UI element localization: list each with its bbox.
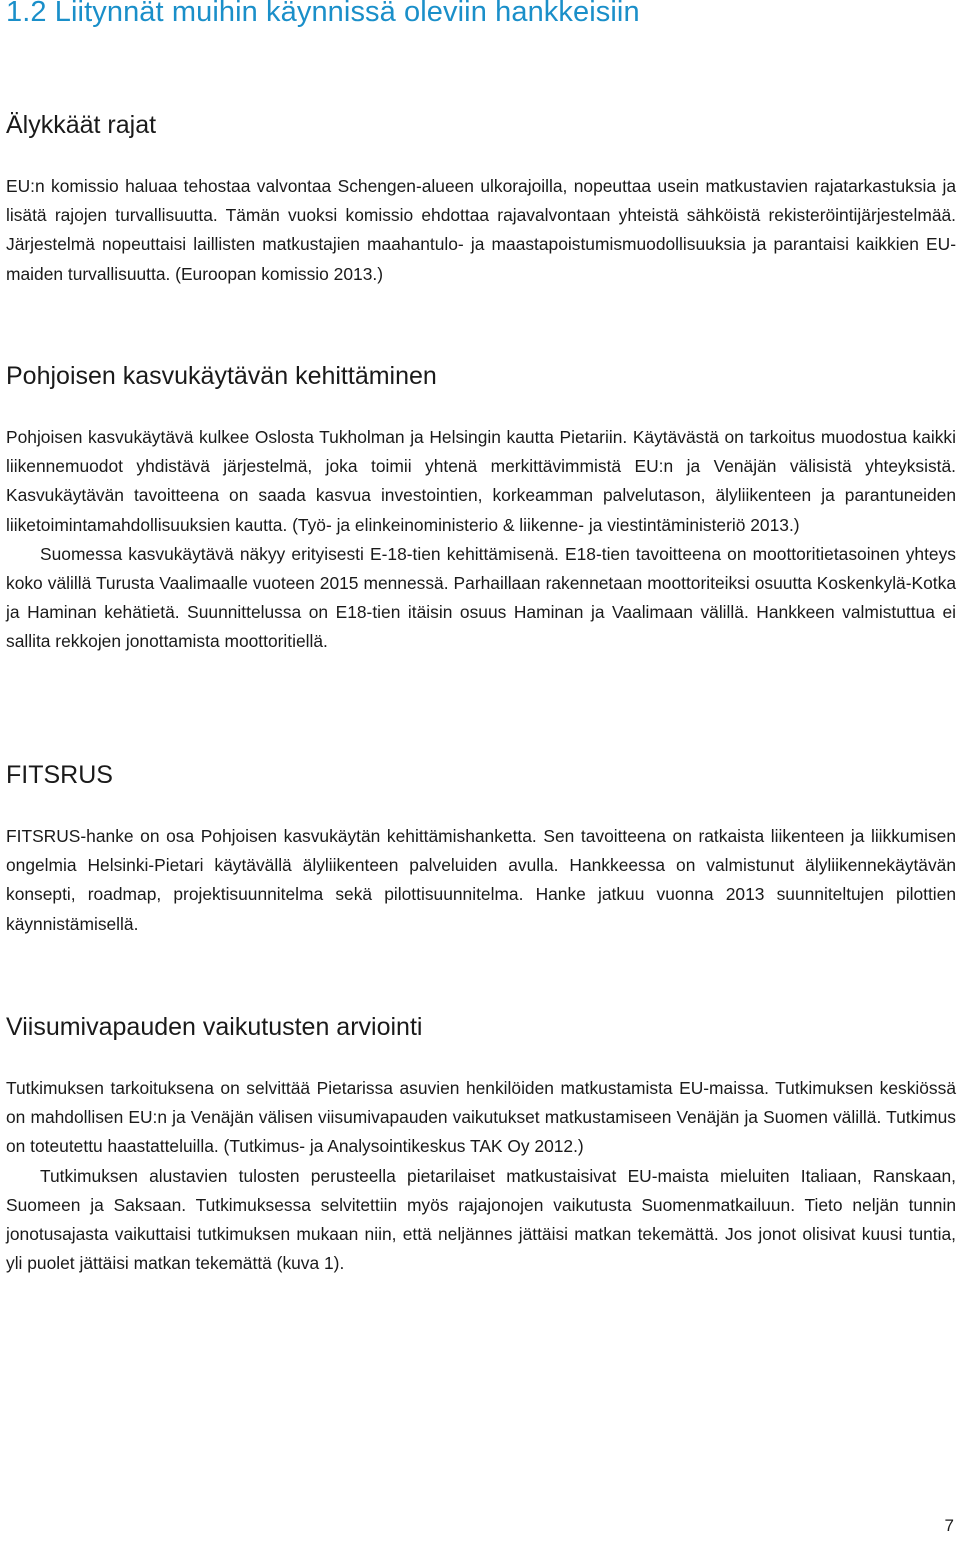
section-body — [6, 172, 956, 289]
section-heading: Viisumivapauden vaikutusten arviointi — [6, 1013, 423, 1041]
section-body — [6, 1074, 956, 1278]
section-smart-borders — [6, 110, 956, 289]
chapter-title: 1.2 Liitynnät muihin käynnissä oleviin hankkeisiin — [6, 0, 640, 28]
paragraph: FITSRUS-hanke on osa Pohjoisen kasvukäytän kehittämishanketta. Sen tavoitteena on ratkaista liikenteen ja liikkumisen ongelmia Helsinki-Pietari käytävällä älyliikenteen palveluiden avulla. Hankkeessa on valmistunut älyliikennekäytävän konsepti, roadmap, projektisuunnitelma sekä pilottisuunnitelma. Hanke jatkuu vuonna 2013 suunniteltujen pilottien käynnistämisellä. — [6, 826, 956, 934]
paragraph: EU:n komissio haluaa tehostaa valvontaa Schengen-alueen ulkorajoilla, nopeuttaa usein matkustavien rajatarkastuksia ja lisätä rajojen turvallisuutta. Tämän vuoksi komissio ehdottaa rajavalvontaan yhteistä sähköistä rekisteröintijärjestelmää. Järjestelmä nopeuttaisi laillisten matkustajien maahantulo- ja maastapoistumismuodollisuuksia ja parantaisi kaikkien EU-maiden turvallisuutta. (Euroopan komissio 2013.) — [6, 176, 956, 284]
section-visa-freedom — [6, 1012, 956, 1278]
section-body — [6, 423, 956, 657]
paragraph: Tutkimuksen tarkoituksena on selvittää Pietarissa asuvien henkilöiden matkustamista EU-maissa. Tutkimuksen keskiössä on mahdollisen EU:n ja Venäjän välisen viisumivapauden vaikutukset matkustamiseen Venäjän ja Suomen välillä. Tutkimus on toteutettu haastatteluilla. (Tutkimus- ja Analysointikeskus TAK Oy 2012.) — [6, 1078, 956, 1157]
section-heading: Älykkäät rajat — [6, 111, 157, 139]
section-heading: FITSRUS — [6, 761, 113, 789]
section-fitsrus — [6, 760, 956, 939]
paragraph: Pohjoisen kasvukäytävä kulkee Oslosta Tukholman ja Helsingin kautta Pietariin. Käytävästä on tarkoitus muodostua kaikki liikennemuodot yhdistävä järjestelmä, joka toimii yhtenä merkittävimmistä EU:n ja Venäjän välisistä yhteyksistä. Kasvukäytävän tavoitteena on saada kasvua investointien, korkeamman palvelutason, älyliikenteen ja parantuneiden liiketoimintamahdollisuuksien kautta. (Työ- ja elinkeinoministerio & liikenne- ja viestintäministeriö 2013.) — [6, 427, 956, 535]
section-growth-corridor — [6, 361, 956, 657]
paragraph: Tutkimuksen alustavien tulosten perusteella pietarilaiset matkustaisivat EU-maista mieluiten Italiaan, Ranskaan, Suomeen ja Saksaan. Tutkimuksessa selvitettiin myös rajajonojen vaikutusta Suomenmatkailuun. Tieto neljän tunnin jonotusajasta vaikuttaisi tutkimuksen mukaan niin, että neljännes jättäisi matkan tekemättä. Jos jonot olisivat kuusi tuntia, yli puolet jättäisi matkan tekemättä (kuva 1). — [6, 1165, 956, 1274]
paragraph: Suomessa kasvukäytävä näkyy erityisesti E-18-tien kehittämisenä. E18-tien tavoitteena on moottoritietasoinen yhteys koko välillä Turusta Vaalimaalle vuoteen 2015 mennessä. Parhaillaan rakennetaan moottoriteiksi osuutta Koskenkylä-Kotka ja Haminan kehätietä. Suunnittelussa on E18-tien itäisin osuus Haminan ja Vaalimaan välillä. Hankkeen valmistuttua ei sallita rekkojen jonottamista moottoritiellä. — [6, 543, 956, 652]
section-body — [6, 822, 956, 939]
page-number: 7 — [944, 1516, 954, 1535]
section-heading: Pohjoisen kasvukäytävän kehittäminen — [6, 362, 437, 390]
